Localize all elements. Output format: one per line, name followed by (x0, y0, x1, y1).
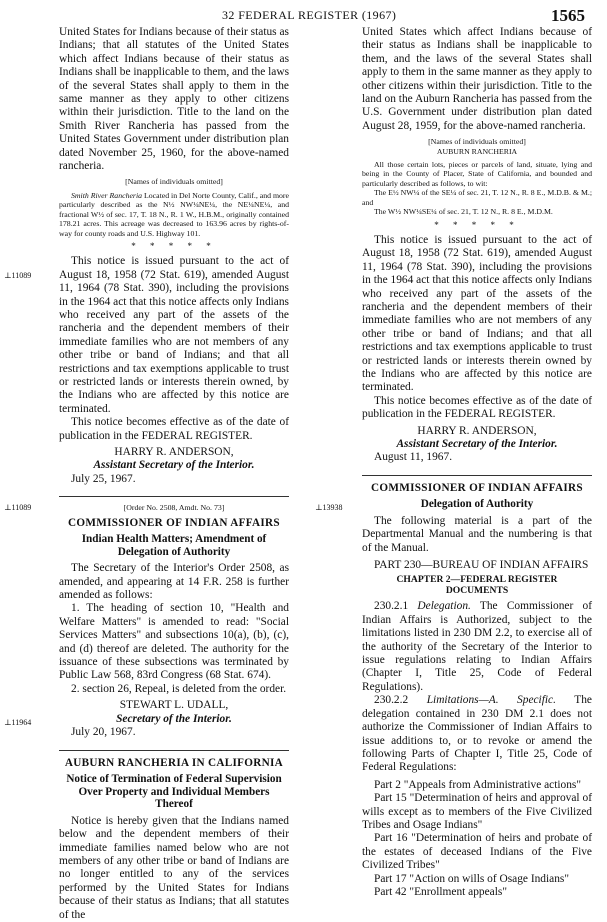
paragraph: United States which affect Indians because of their status as Indians shall be inapplicable to them, and the laws of the several States shall apply to them in the same manner as they apply to other citizens within their jurisdiction. Title to the land on the Auburn Rancheria has passed from the U.S. Government under distribution plan dated August 28, 1959, for the above-named rancheria. (362, 26, 592, 132)
section-caption: Limitations—A. Specific. (426, 694, 556, 707)
signer-title: Assistant Secretary of the Interior. (396, 438, 558, 450)
paragraph: This notice is issued pursuant to the act of August 18, 1958 (72 Stat. 619), amended August 11, 1964 (78 Stat. 390), including the provisions in the 1964 act that this notice affects only Indians who received any part of the assets of the rancheria and the dependent members of their immediate families who are not members of any other tribe or band of Indians; and that all restrictions and tax exemptions applicable to trust or restricted lands or interests therein owned, by the Indians who are affected by this notice are terminated. (59, 255, 289, 415)
divider (362, 475, 592, 476)
paragraph: Notice is hereby given that the Indians named below and the dependent members of their immediate families named below who are not members of any other tribe or band of Indians are no longer entitled to any of the services performed by the United States for Indians because of their status as Indians; that all statutes of the (59, 814, 289, 921)
section-text: The Commissioner of Indian Affairs is Authorized, subject to the limitations listed in 230 DM 2.2, to exercise all of the authority of the Secretary of the Interior to issue regulations relating to Indian Affairs (Chapter I, Title 25, Code of Federal Regulations). (362, 600, 592, 693)
list-item: Part 15 "Determination of heirs and approval of wills except as to members of the Five Civilized Tribes and Osage Indians" (362, 792, 592, 831)
signature-block (59, 446, 289, 473)
paragraph (362, 600, 592, 694)
names-omitted-note: [Names of individuals omitted] (428, 137, 526, 147)
section-text: The delegation contained in 230 DM 2.1 does not authorize the Commissioner of Indian Affairs to issue additions to, or to revoke or amend the following Parts of Chapter I, Title 25, Code of Federal Regulations: (362, 694, 592, 774)
section-number: 230.2.2 (374, 694, 427, 707)
date-line: July 25, 1967. (71, 472, 136, 485)
section-heading: COMMISSIONER OF INDIAN AFFAIRS (68, 516, 280, 529)
legal-title: Smith River Rancheria (71, 190, 143, 200)
legal-text: Located in Del Norte County, Calif., and more particularly described as the N½ NW¼NE¼, the NE¼NE¼, and fractional W½ of sec. 17, T. 18 N., R. 1 W., H.B.M., originally contained 178.21 acres. This acreage was decreased to 163.96 acres by rights-of-way for county roads and U.S. Highway 101. (59, 190, 289, 238)
signer-name: STEWART L. UDALL, (119, 699, 229, 712)
page-number: 1565 (551, 6, 585, 25)
legal-description: The E½ NW¼ of the SE¼ of sec. 21, T. 12 N., R. 8 E., M.D.B. & M.; and (362, 188, 592, 207)
paragraph: The Secretary of the Interior's Order 2508, as amended, and appearing at 14 F.R. 258 is further amended as follows: (59, 562, 289, 602)
section-subheading: Notice of Termination of Federal Supervision Over Property and Individual Members Thereof (66, 772, 282, 811)
legal-description: All those certain lots, pieces or parcels of land, situate, lying and being in the County of Placer, State of California, and bounded and particularly described as follows, to wit: (362, 160, 592, 188)
chapter-heading: CHAPTER 2—FEDERAL REGISTER DOCUMENTS (396, 574, 558, 597)
list-item: Part 42 "Enrollment appeals" (374, 885, 507, 898)
signature-block (59, 699, 289, 726)
names-omitted-note: [Names of individuals omitted] (125, 177, 223, 187)
section-break: * * * * * (131, 240, 217, 251)
list-item: Part 2 "Appeals from Administrative actions" (374, 778, 582, 791)
signer-name: HARRY R. ANDERSON, (417, 424, 537, 437)
signer-title: Secretary of the Interior. (116, 712, 232, 725)
paragraph: This notice becomes effective as of the date of publication in the FEDERAL REGISTER. (362, 394, 592, 421)
section-break: * * * * * (434, 219, 520, 230)
page-header (0, 6, 607, 26)
paragraph: This notice is issued pursuant to the act of August 18, 1958 (72 Stat. 619), amended August 11, 1964 (78 Stat. 390), including the provisions in the 1964 act that this notice affects only Indians who received any part of the assets of the rancheria and the dependent members of their immediate families who are not members of any other tribe or band of Indians; and that all restrictions and tax exemptions applicable to trust or restricted lands or interests therein owned by the Indians who are affected by this notice are terminated. (362, 233, 592, 394)
fr-reference-mark: ⊥11964 (4, 718, 32, 727)
fr-reference-mark: ⊥11089 (4, 503, 32, 512)
section-subheading: Indian Health Matters; Amendment of Delegation of Authority (81, 533, 267, 558)
paragraph: United States for Indians because of their status as Indians; that all statutes of the United States which affect Indians because of their status as Indians shall be inapplicable to them, and the laws of the several States shall apply to them in the same manner as they apply to other citizens within their jurisdiction. Title to the land on the Smith River Rancheria has passed from the United States Government under distribution plan dated November 25, 1960, for the above-named rancheria. (59, 26, 289, 173)
order-number: [Order No. 2508, Amdt. No. 73] (123, 503, 225, 513)
rancheria-label: AUBURN RANCHERIA (436, 146, 518, 156)
section-heading: COMMISSIONER OF INDIAN AFFAIRS (371, 481, 583, 494)
legal-description (59, 191, 289, 238)
signer-title: Assistant Secretary of the Interior. (93, 459, 255, 472)
left-column (59, 26, 289, 922)
paragraph (362, 694, 592, 774)
legal-description: The W½ NW¼SE¼ of sec. 21, T. 12 N., R. 8 E., M.D.M. (374, 207, 553, 217)
list-item: Part 17 "Action on wills of Osage Indians" (374, 872, 570, 885)
section-number: 230.2.1 (374, 600, 418, 613)
part-heading: PART 230—BUREAU OF INDIAN AFFAIRS (374, 559, 589, 572)
paragraph: The following material is a part of the Departmental Manual and the numbering is that of the Manual. (362, 514, 592, 554)
running-head: 32 FEDERAL REGISTER (1967) (222, 8, 397, 22)
fr-reference-mark: ⊥11089 (4, 271, 32, 280)
right-column (362, 26, 592, 899)
paragraph: 1. The heading of section 10, "Health and Welfare Matters" is amended to read: "Social Services Matters" and subsections 10(a), (b), (c), and (d) thereof are deleted. The authority for the issuance of these subsections was terminated by Public Law 568, 83rd Congress (68 Stat. 674). (59, 602, 289, 682)
fr-reference-mark: ⊥13938 (315, 503, 343, 512)
section-caption: Delegation. (417, 600, 471, 613)
paragraph: 2. section 26, Repeal, is deleted from the order. (71, 682, 287, 695)
signer-name: HARRY R. ANDERSON, (114, 446, 234, 458)
divider (59, 496, 289, 497)
section-subheading: Delegation of Authority (420, 498, 534, 511)
divider (59, 750, 289, 751)
signature-block (362, 425, 592, 452)
section-heading: AUBURN RANCHERIA IN CALIFORNIA (64, 756, 284, 769)
list-item: Part 16 "Determination of heirs and probate of the estates of deceased Indians of the Five Civilized Tribes" (362, 832, 592, 872)
date-line: July 20, 1967. (71, 726, 136, 739)
paragraph: This notice becomes effective as of the date of publication in the FEDERAL REGISTER. (59, 416, 289, 442)
date-line: August 11, 1967. (374, 451, 453, 464)
